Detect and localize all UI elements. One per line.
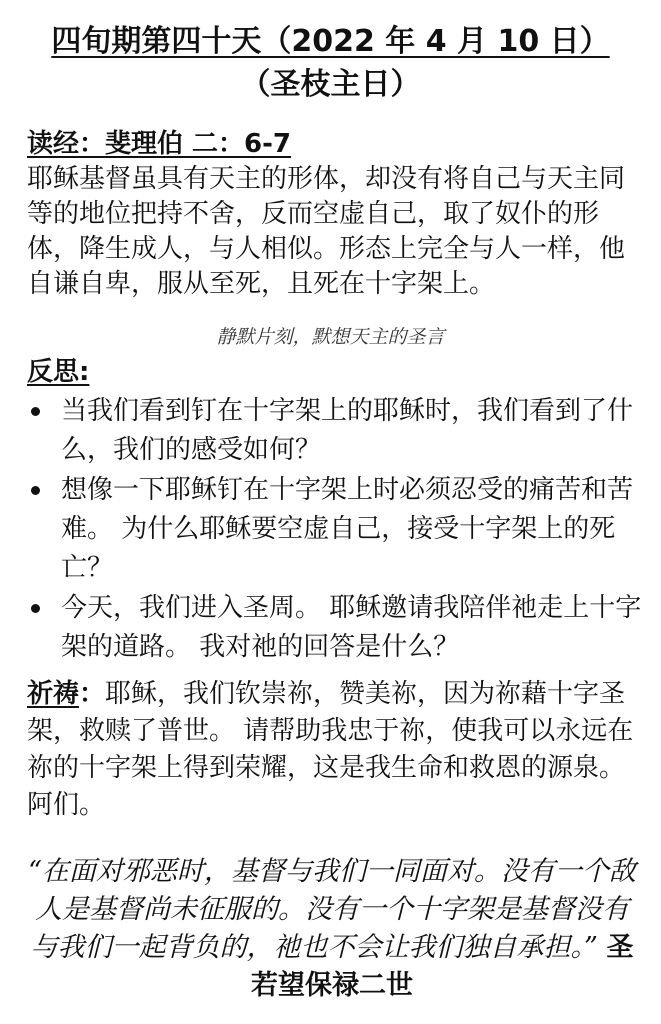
reflection-section — [27, 355, 642, 668]
reflection-item — [27, 471, 642, 588]
silence-instruction: 静默片刻，默想天主的圣言 — [216, 326, 445, 348]
bullet-icon — [31, 486, 40, 495]
page-title — [0, 22, 661, 62]
reading-heading: 读经：斐理伯 二：6-7 — [27, 129, 292, 159]
prayer-section — [27, 676, 642, 824]
quote-author: 圣若望保禄二世 — [251, 932, 634, 1001]
page-title-text: 四旬期第四十天（2022 年 4 月 10 日） — [51, 24, 610, 59]
reflection-item — [27, 589, 642, 667]
prayer-colon: ： — [79, 679, 106, 709]
reflection-heading: 反思: — [27, 357, 90, 387]
page-subtitle: （圣枝主日） — [240, 67, 421, 102]
bullet-icon — [31, 407, 40, 416]
reflection-item-text: 当我们看到钉在十字架上的耶稣时，我们看到了什么，我们的感受如何？ — [61, 396, 634, 465]
reflection-list — [27, 392, 642, 667]
bullet-icon — [31, 604, 40, 613]
reflection-item-text: 想像一下耶稣钉在十字架上时必须忍受的痛苦和苦难。 为什么耶稣要空虚自己，接受十字架上的死亡？ — [61, 475, 634, 583]
reflection-item — [27, 392, 642, 470]
reading-text: 耶稣基督虽具有天主的形体，却没有将自己与天主同等的地位把持不舍，反而空虚自己，取了奴仆的形体，降生成人，与人相似。形态上完全与人一样，他自谦自卑，服从至死，且死在十字架上。 — [27, 164, 626, 299]
prayer-text: 耶稣，我们钦崇祢，赞美祢，因为祢藉十字圣架，救赎了普世。 请帮助我忠于祢，使我可以永远在祢的十字架上得到荣耀，这是我生命和救恩的源泉。 阿们。 — [27, 679, 634, 820]
prayer-heading: 祈祷 — [27, 679, 80, 709]
quote-text: “在面对邪恶时，基督与我们一同面对。没有一个敌人是基督尚未征服的。没有一个十字架是基督没有与我们一起背负的，祂也不会让我们独自承担。” — [28, 856, 636, 963]
reading-section — [27, 126, 642, 302]
reflection-item-text: 今天，我们进入圣周。 耶稣邀请我陪伴祂走上十字架的道路。 我对祂的回答是什么？ — [61, 593, 642, 662]
closing-quote — [22, 853, 642, 1005]
